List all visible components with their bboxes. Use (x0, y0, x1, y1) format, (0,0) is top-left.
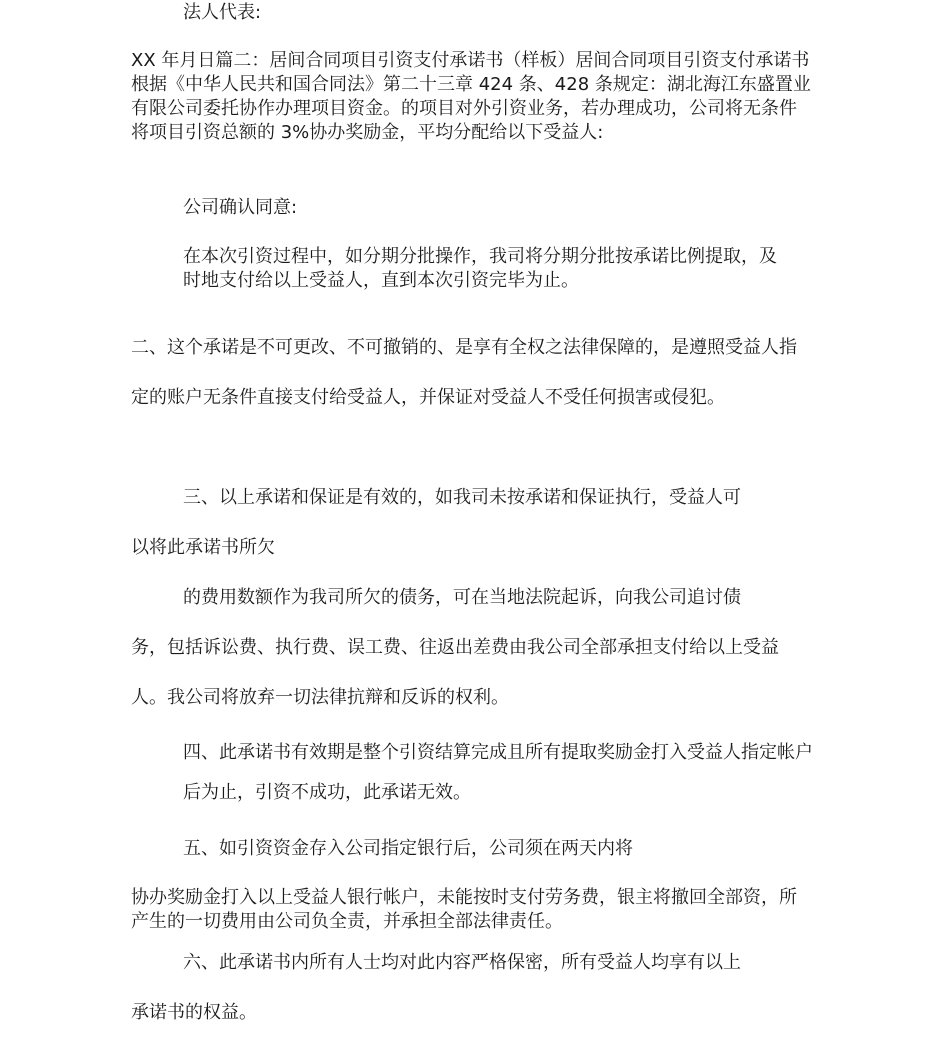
company-confirm-line: 公司确认同意: (183, 197, 298, 218)
clause-three-line-2: 以将此承诺书所欠 (131, 537, 275, 558)
clause-five-paragraph: 协办奖励金打入以上受益人银行帐户，未能按时支付劳务费，银主将撤回全部资，所产生的一切费用由公司负全责，并承担全部法律责任。 (131, 887, 797, 932)
clause-three-cont-line-1: 的费用数额作为我司所欠的债务，可在当地法院起诉，向我公司追讨债 (183, 587, 741, 608)
clause-two-paragraph: 二、这个承诺是不可更改、不可撤销的、是享有全权之法律保障的，是遵照受益人指定的账户无条件直接支付给受益人，并保证对受益人不受任何损害或侵犯。 (131, 337, 797, 408)
clause-three-cont-rest: 务，包括诉讼费、执行费、误工费、往返出差费由我公司全部承担支付给以上受益人。我公司将放弃一切法律抗辩和反诉的权利。 (131, 637, 779, 708)
legal-representative-line: 法人代表: (183, 2, 262, 23)
clause-six-line-1: 六、此承诺书内所有人士均对此内容严格保密，所有受益人均享有以上 (183, 952, 741, 973)
intro-paragraph: XX 年月日篇二：居间合同项目引资支付承诺书（样板）居间合同项目引资支付承诺书根据《中华人民共和国合同法》第二十三章 424 条、428 条规定：湖北海江东盛置业有限公司委托协作办理项目资金。的项目对外引资业务，若办理成功，公司将无条件将项目引资总额的 3%协办奖励金，平均分配给以下受益人: (131, 50, 811, 143)
installment-paragraph: 在本次引资过程中，如分期分批操作，我司将分期分批按承诺比例提取，及时地支付给以上受益人，直到本次引资完毕为止。 (183, 246, 777, 291)
clause-five-line-1: 五、如引资资金存入公司指定银行后，公司须在两天内将 (183, 838, 633, 859)
clause-six-line-2: 承诺书的权益。 (131, 1002, 257, 1023)
clause-four-paragraph: 四、此承诺书有效期是整个引资结算完成且所有提取奖励金打入受益人指定帐户后为止，引资不成功，此承诺无效。 (183, 742, 813, 803)
clause-three-line-1: 三、以上承诺和保证是有效的，如我司未按承诺和保证执行，受益人可 (183, 487, 741, 508)
